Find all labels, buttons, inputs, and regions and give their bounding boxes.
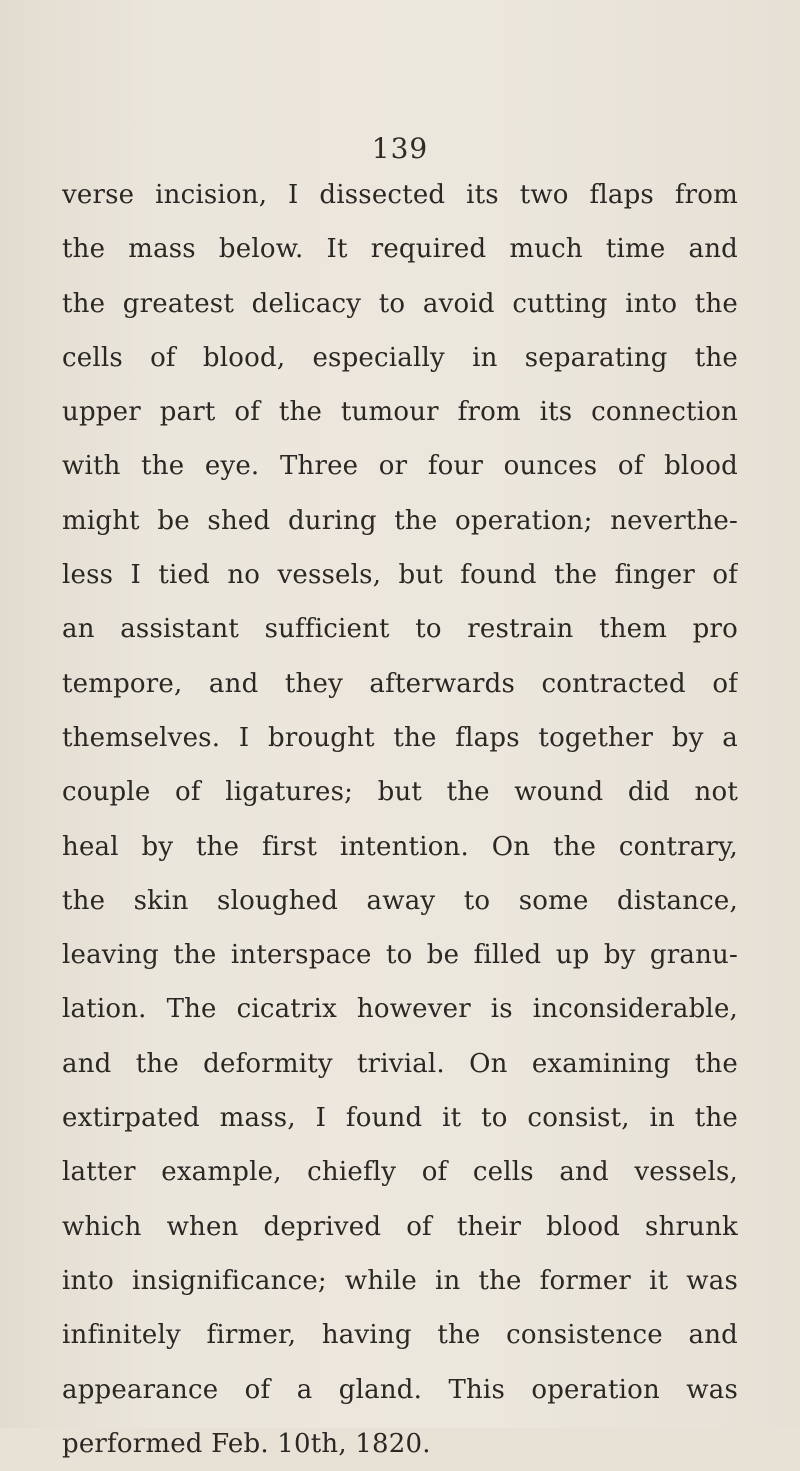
text-line: verse incision, I dissected its two flaps from: [62, 180, 738, 210]
text-line: the greatest delicacy to avoid cutting into the: [62, 288, 738, 319]
text-line: couple of ligatures; but the wound did not: [62, 777, 738, 808]
text-line: an assistant sufficient to restrain them pro: [62, 614, 738, 645]
text-line: lation. The cicatrix however is inconsiderable,: [62, 994, 738, 1025]
text-line: infinitely firmer, having the consistence and: [62, 1320, 738, 1351]
text-line: and the deformity trivial. On examining the: [62, 1048, 738, 1079]
text-line: into insignificance; while in the former it was: [62, 1265, 738, 1296]
text-line: heal by the first intention. On the contrary,: [62, 831, 738, 862]
text-line: themselves. I brought the flaps together by a: [62, 722, 738, 753]
text-line: upper part of the tumour from its connection: [62, 397, 738, 428]
text-line: the skin sloughed away to some distance,: [62, 885, 738, 916]
text-line: cells of blood, especially in separating the: [62, 342, 738, 373]
text-line: extirpated mass, I found it to consist, in the: [62, 1103, 738, 1134]
text-line: the mass below. It required much time and: [62, 234, 738, 265]
text-line: leaving the interspace to be filled up by granu-: [62, 940, 738, 971]
text-line: might be shed during the operation; neverthe-: [62, 505, 738, 536]
page-number: 139: [371, 132, 429, 165]
text-line: less I tied no vessels, but found the finger of: [62, 560, 738, 591]
body-text: [62, 168, 738, 1471]
text-line: tempore, and they afterwards contracted of: [62, 668, 738, 699]
text-line: latter example, chiefly of cells and vessels,: [62, 1157, 738, 1188]
text-line-last: performed Feb. 10th, 1820.: [62, 1428, 431, 1459]
text-line: appearance of a gland. This operation was: [62, 1374, 738, 1405]
text-line: which when deprived of their blood shrunk: [62, 1211, 738, 1242]
text-line: with the eye. Three or four ounces of blood: [62, 451, 738, 482]
